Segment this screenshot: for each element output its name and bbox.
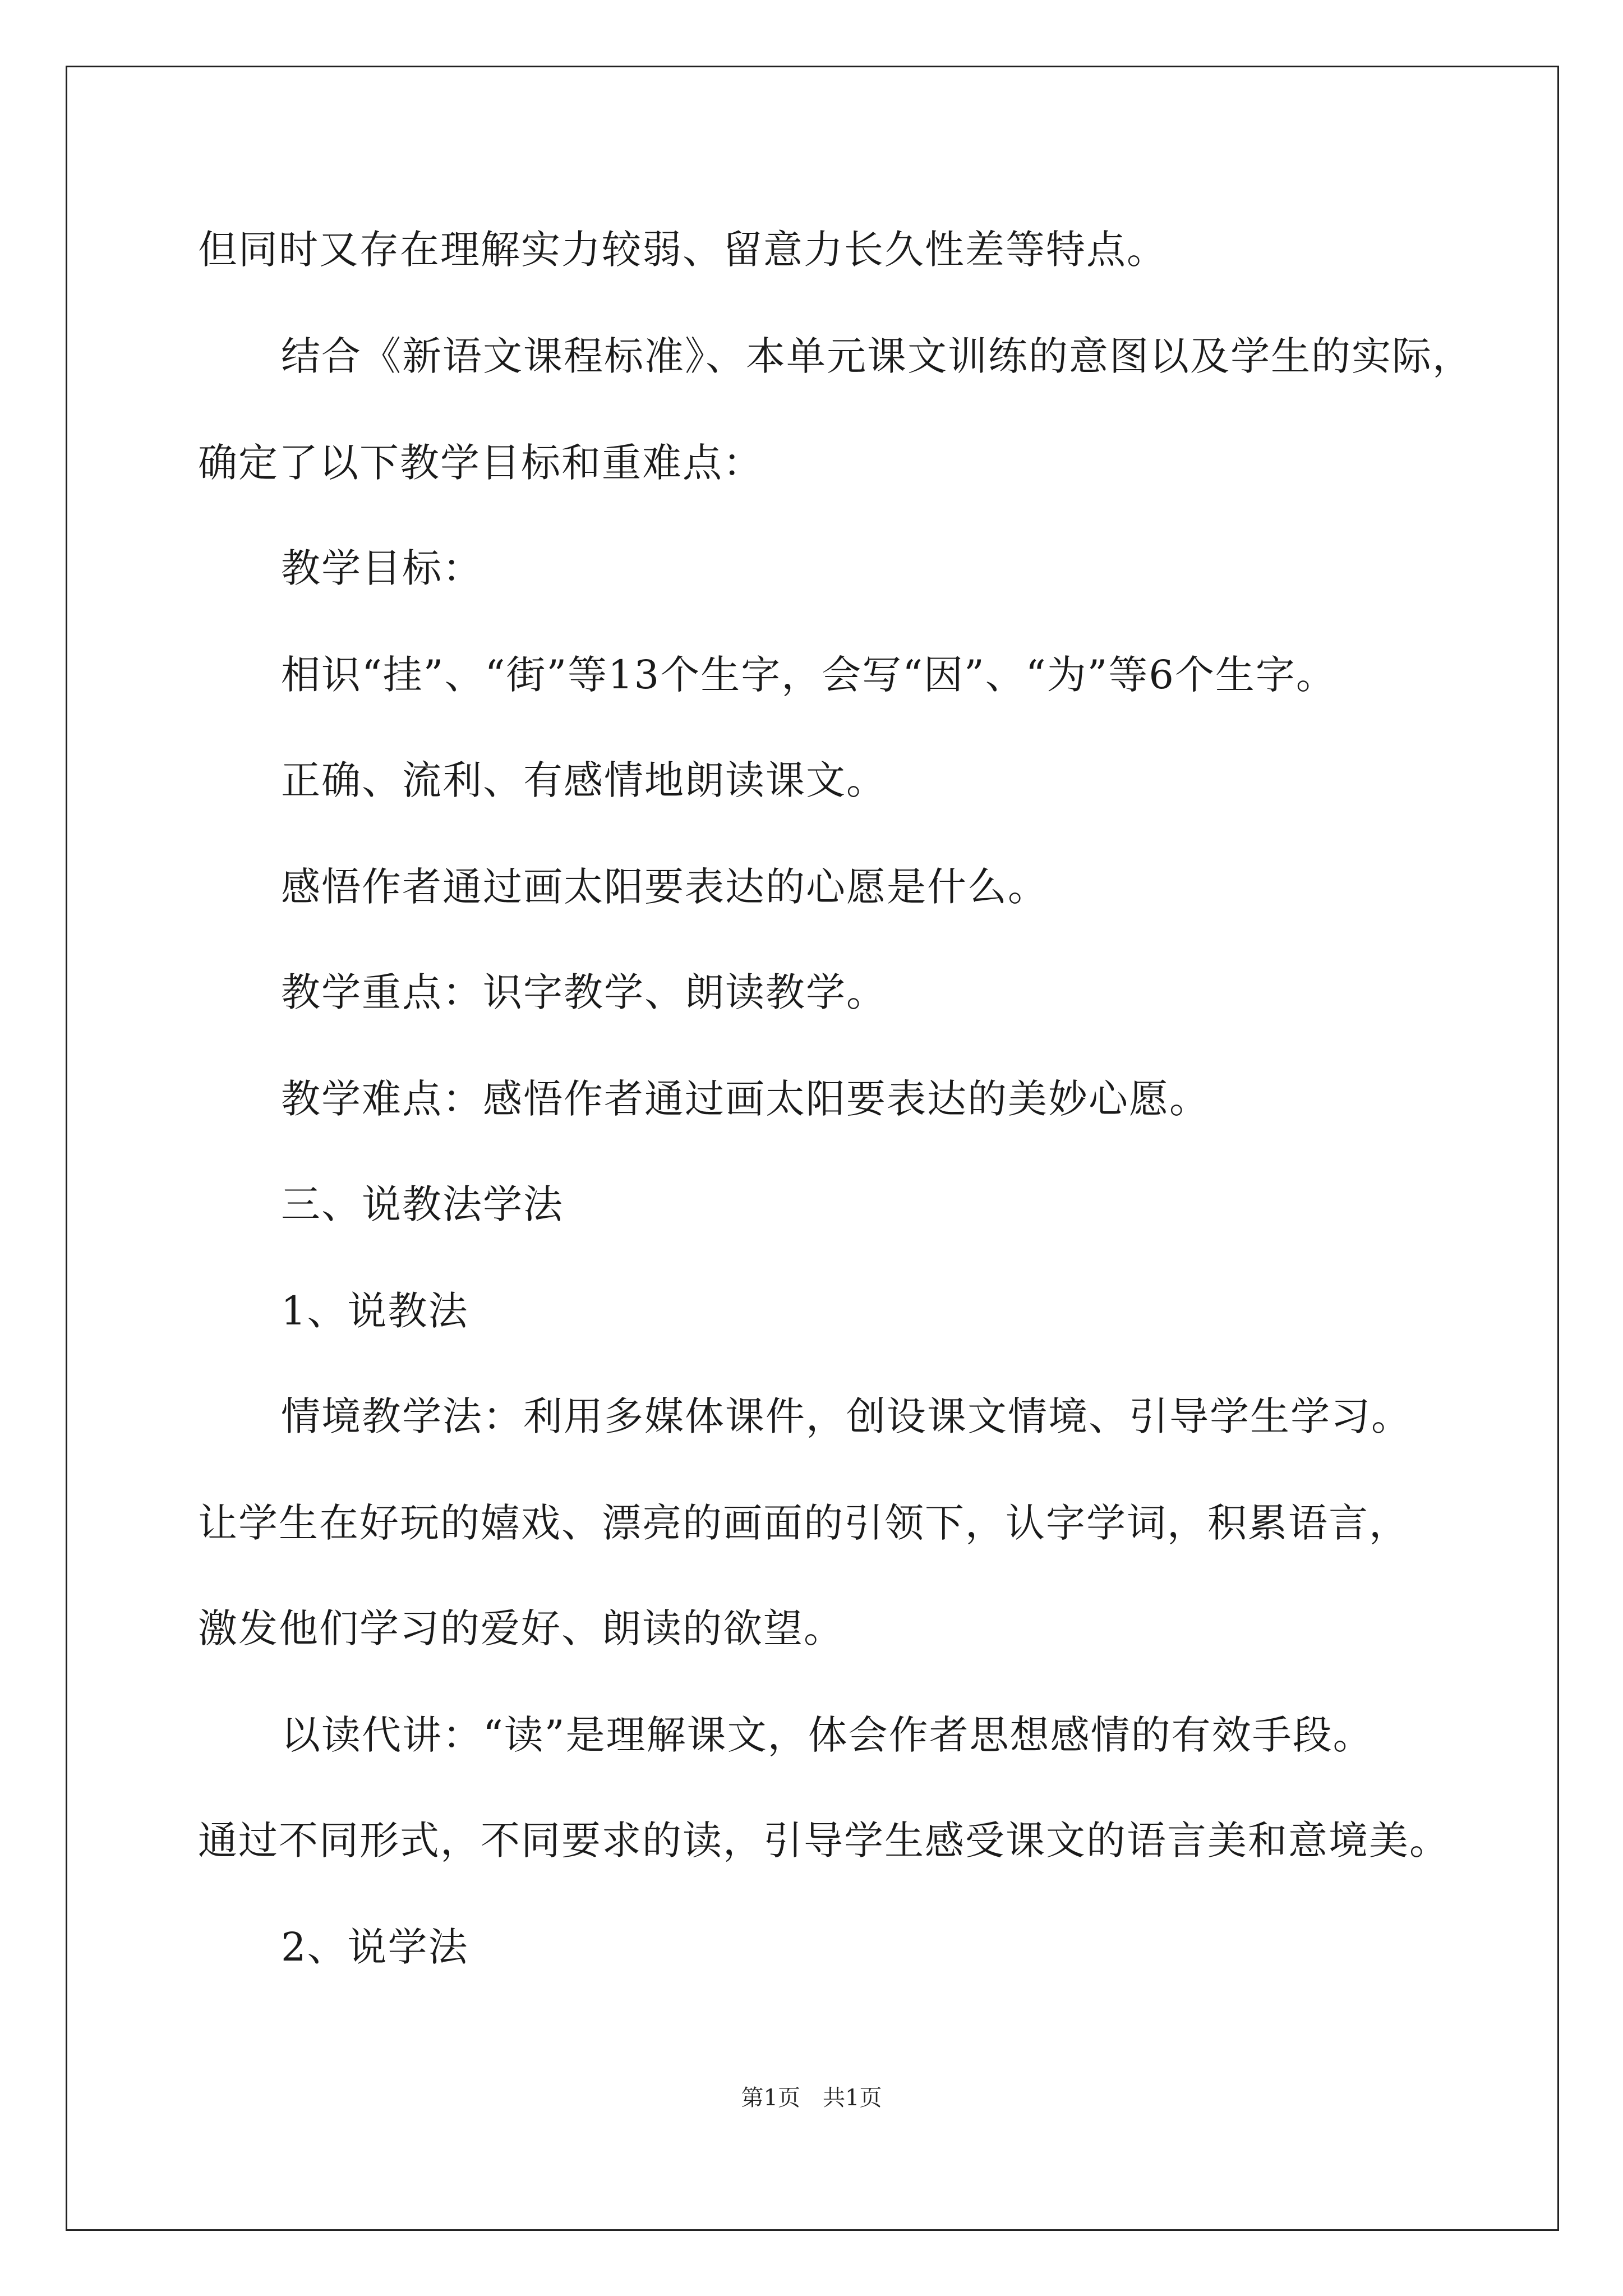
section-heading: 1、说教法 [281,1288,469,1334]
page-number: 第1页 共1页 [741,2085,882,2111]
paragraph-line: 通过不同形式，不同要求的读，引导学生感受课文的语言美和意境美。 [198,1818,1450,1864]
paragraph-line: 感悟作者通过画太阳要表达的心愿是什么。 [281,864,1048,910]
paragraph-line: 激发他们学习的爱好、朗读的欲望。 [198,1605,844,1651]
section-heading: 教学目标： [281,545,483,591]
paragraph-line: 相识“挂”、“街”等13个生字，会写“因”、“为”等6个生字。 [281,652,1336,698]
paragraph-line: 确定了以下教学目标和重难点： [198,440,763,486]
section-heading: 2、说学法 [281,1924,469,1970]
paragraph-line: 让学生在好玩的嬉戏、漂亮的画面的引领下，认字学词，积累语言， [198,1500,1409,1546]
paragraph-line: 情境教学法：利用多媒体课件，创设课文情境、引导学生学习。 [281,1393,1412,1439]
paragraph-line: 但同时又存在理解实力较弱、留意力长久性差等特点。 [198,227,1167,273]
paragraph-line: 以读代讲：“读”是理解课文，体会作者思想感情的有效手段。 [281,1712,1373,1758]
section-heading: 三、说教法学法 [281,1181,564,1227]
paragraph-line: 结合《新语文课程标准》、本单元课文训练的意图以及学生的实际， [281,333,1473,379]
paragraph-line: 教学难点：感悟作者通过画太阳要表达的美妙心愿。 [281,1076,1210,1122]
paragraph-line: 正确、流利、有感情地朗读课文。 [281,757,887,803]
page-border [66,66,1559,2231]
paragraph-line: 教学重点：识字教学、朗读教学。 [281,969,887,1015]
